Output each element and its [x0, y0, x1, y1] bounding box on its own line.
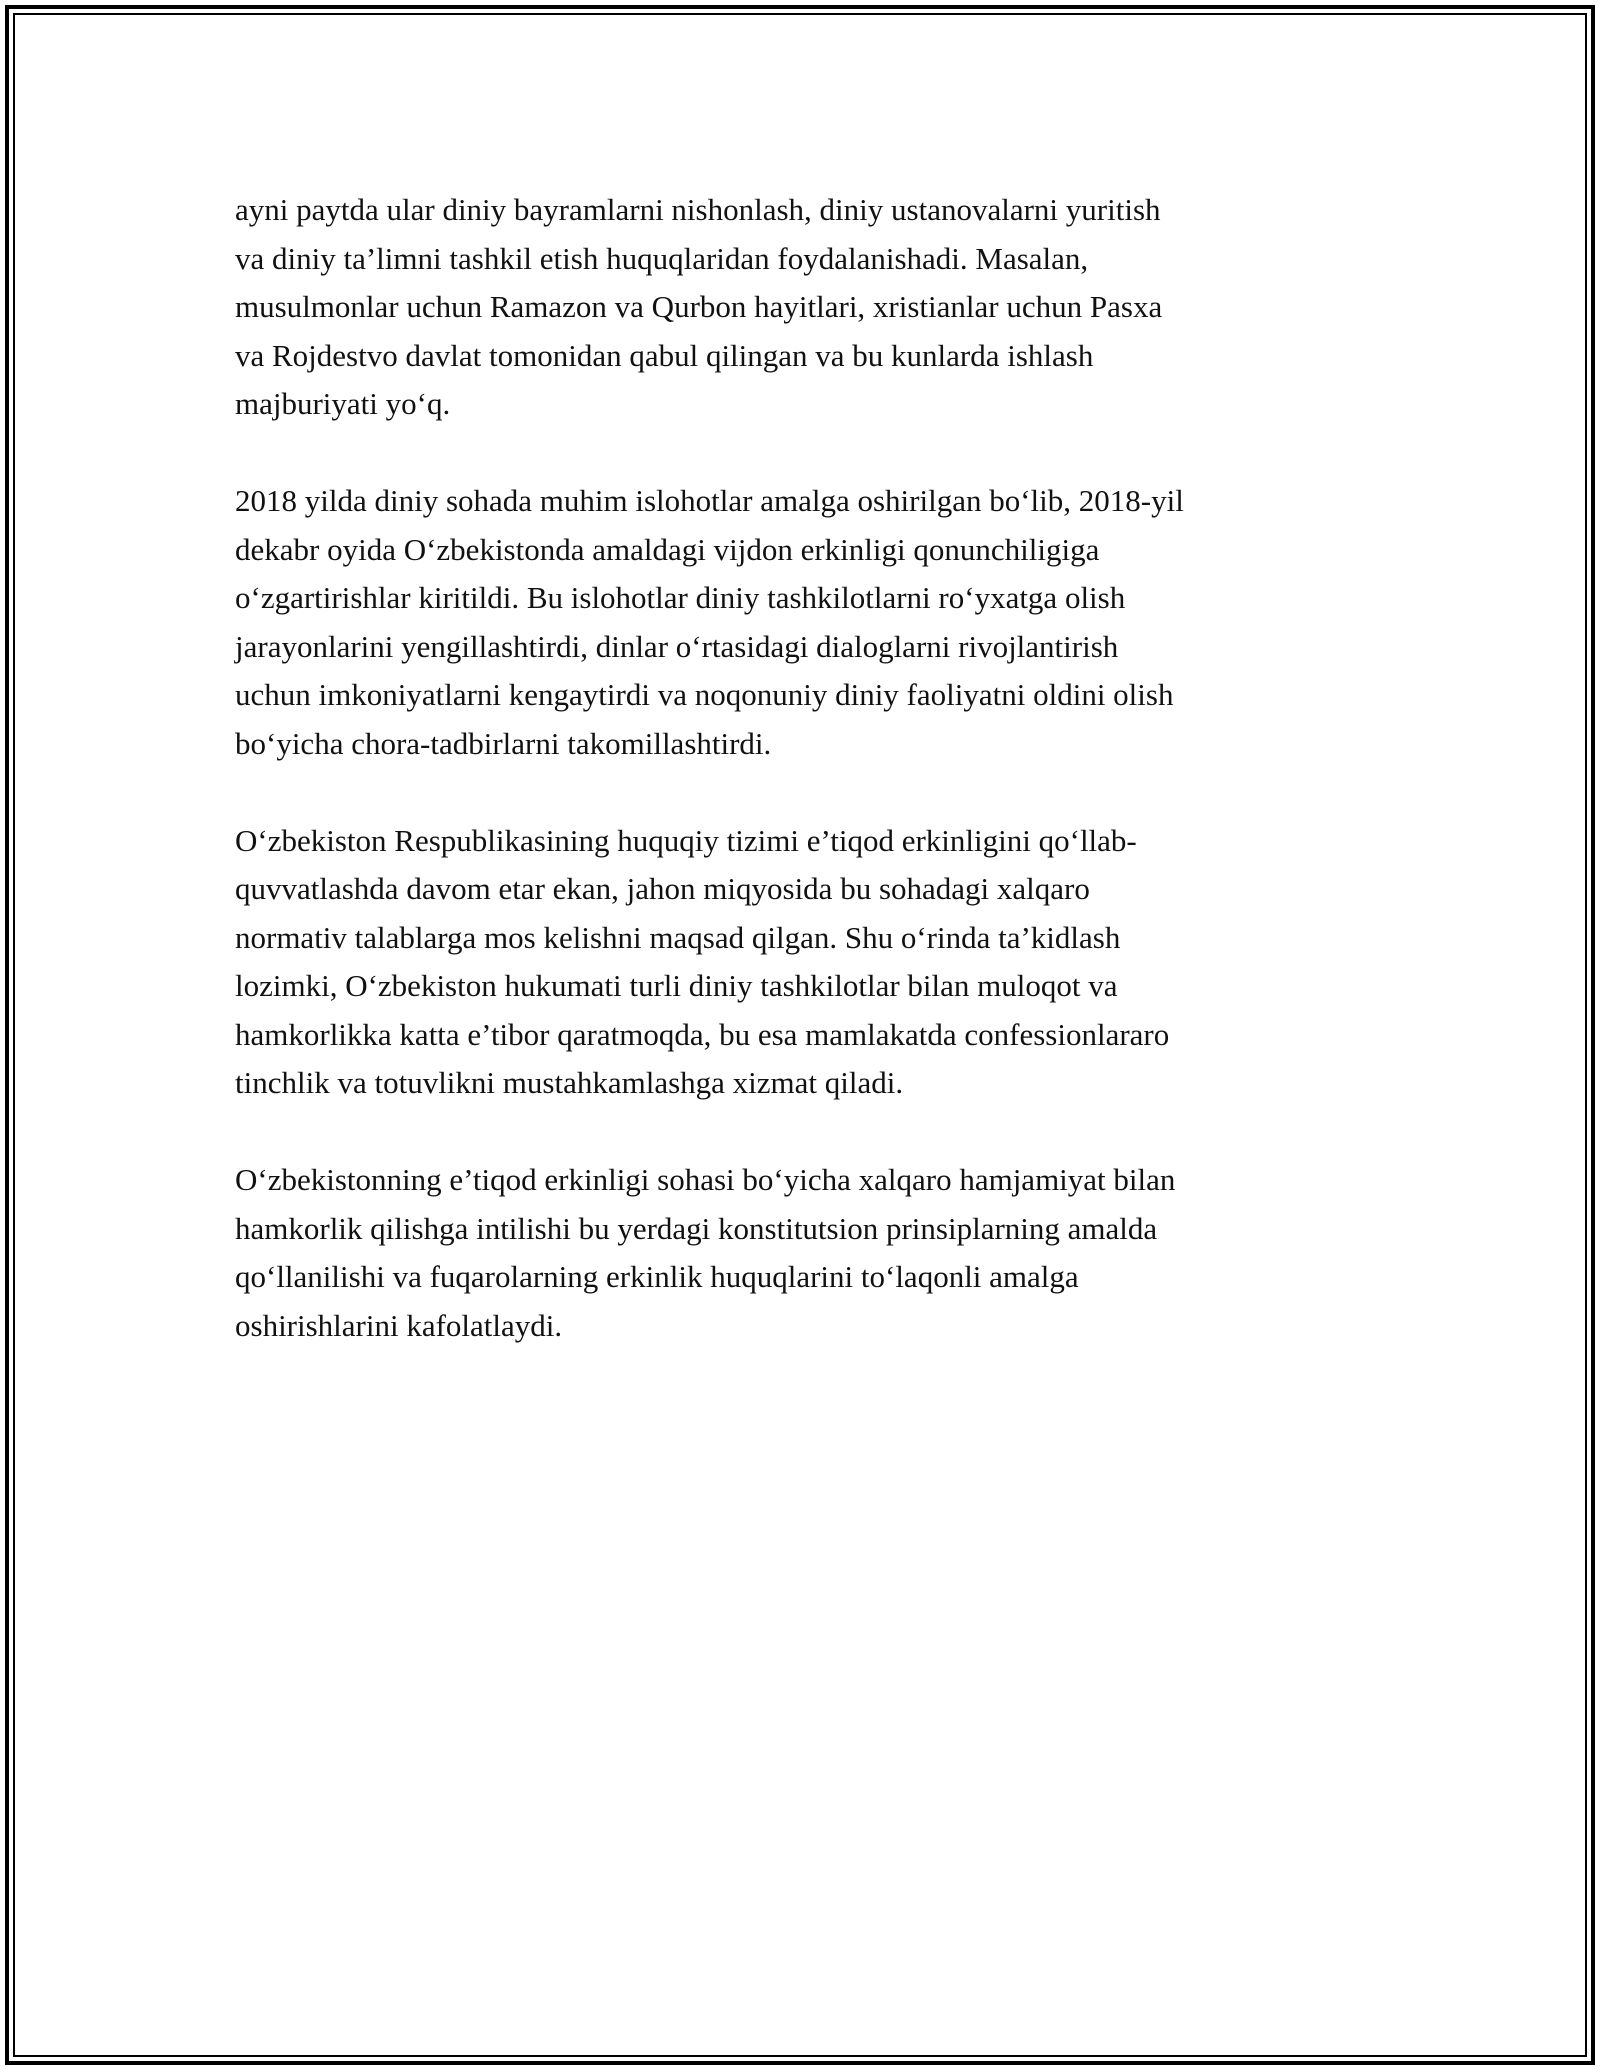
text-line: 2018 yilda diniy sohada muhim islohotlar amalga oshirilgan bo‘lib, 2018-yil — [235, 483, 1184, 518]
paragraph-3 — [235, 817, 1375, 1108]
text-line: bo‘yicha chora-tadbirlarni takomillashtirdi. — [235, 725, 772, 761]
text-line: dekabr oyida O‘zbekistonda amaldagi vijdon erkinligi qonunchiligiga — [235, 531, 1100, 567]
text-line: va Rojdestvo davlat tomonidan qabul qilingan va bu kunlarda ishlash — [235, 337, 1094, 373]
text-line: normativ talablarga mos kelishni maqsad qilgan. Shu o‘rinda ta’kidlash — [235, 919, 1121, 955]
paragraph-2 — [235, 477, 1375, 768]
text-line: o‘zgartirishlar kiritildi. Bu islohotlar diniy tashkilotlarni ro‘yxatga olish — [235, 580, 1126, 615]
text-line: lozimki, O‘zbekiston hukumati turli diniy tashkilotlar bilan muloqot va — [235, 968, 1118, 1003]
text-line: tinchlik va totuvlikni mustahkamlashga xizmat qiladi. — [235, 1065, 904, 1100]
text-line: uchun imkoniyatlarni kengaytirdi va noqonuniy diniy faoliyatni oldini olish — [235, 677, 1174, 712]
text-line: va diniy ta’limni tashkil etish huquqlaridan foydalanishadi. Masalan, — [235, 240, 1089, 276]
paragraph-1 — [235, 186, 1375, 429]
text-line: ayni paytda ular diniy bayramlarni nishonlash, diniy ustanovalarni yuritish — [235, 192, 1161, 227]
text-line: musulmonlar uchun Ramazon va Qurbon hayitlari, xristianlar uchun Pasxa — [235, 289, 1163, 324]
text-line: oshirishlarini kafolatlaydi. — [235, 1307, 563, 1343]
document-body — [235, 186, 1375, 1399]
text-line: hamkorlikka katta e’tibor qaratmoqda, bu esa mamlakatda confessionlararo — [235, 1016, 1170, 1052]
text-line: majburiyati yo‘q. — [235, 386, 451, 421]
text-line: hamkorlik qilishga intilishi bu yerdagi konstitutsion prinsiplarning amalda — [235, 1210, 1158, 1246]
text-line: jarayonlarini yengillashtirdi, dinlar o‘rtasidagi dialoglarni rivojlantirish — [235, 628, 1119, 664]
text-line: O‘zbekiston Respublikasining huquqiy tizimi e’tiqod erkinligini qo‘llab- — [235, 822, 1137, 858]
text-line: O‘zbekistonning e’tiqod erkinligi sohasi bo‘yicha xalqaro hamjamiyat bilan — [235, 1162, 1176, 1197]
text-line: qo‘llanilishi va fuqarolarning erkinlik huquqlarini to‘laqonli amalga — [235, 1259, 1079, 1294]
text-line: quvvatlashda davom etar ekan, jahon miqyosida bu sohadagi xalqaro — [235, 871, 1090, 906]
paragraph-4 — [235, 1156, 1375, 1350]
